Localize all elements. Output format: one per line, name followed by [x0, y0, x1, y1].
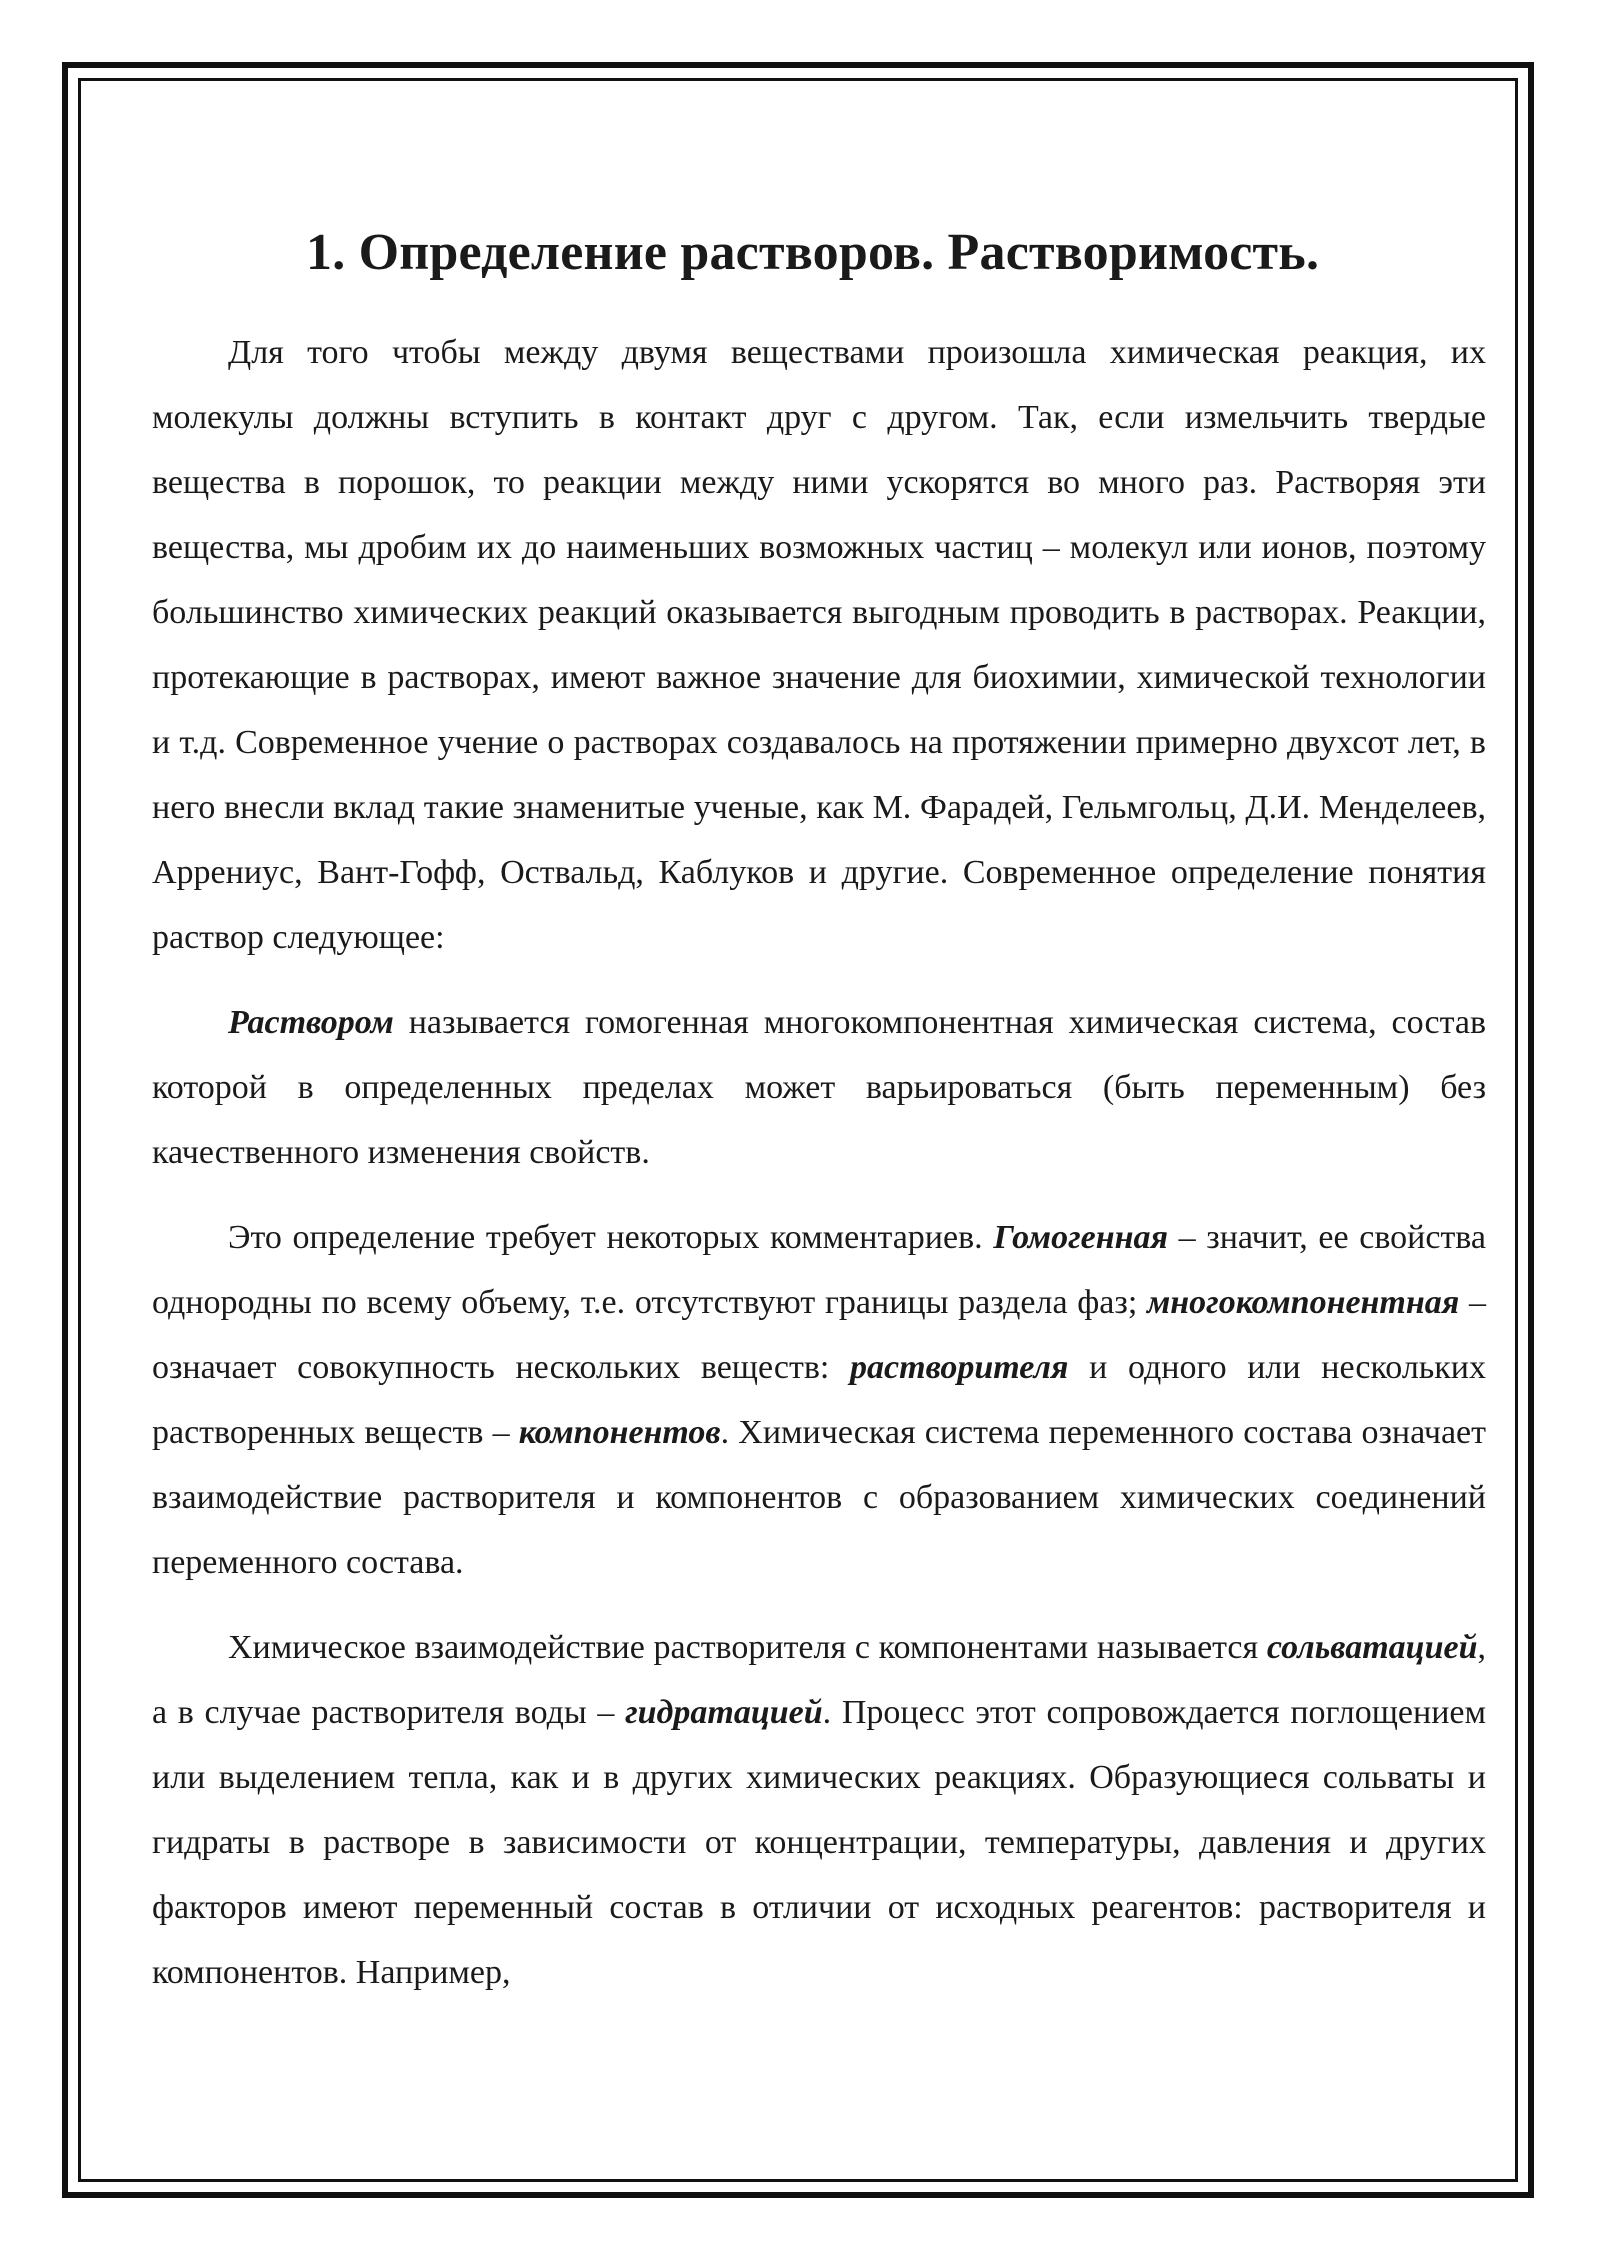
- term-gomogennaya: Гомогенная: [993, 1219, 1168, 1257]
- paragraph-comments: [152, 1205, 1486, 1595]
- term-gidratatsiey: гидратацией: [625, 1694, 823, 1732]
- paragraph-text: – значит, ее свойства однородны по всему объему, т.е. отсутствуют границы раздела фаз;: [152, 1219, 1486, 1322]
- paragraph-intro: Для того чтобы между двумя веществами произошла химическая реакция, их молекулы должны вступить в контакт друг с другом. Так, если измельчить твердые вещества в порошок, то реакции между ними ускорятся во много раз. Растворяя эти вещества, мы дробим их до наименьших возможных частиц – молекул или ионов, поэтому большинство химических реакций оказывается выгодным проводить в растворах. Реакции, протекающие в растворах, имеют важное значение для биохимии, химической технологии и т.д. Современное учение о растворах создавалось на протяжении примерно двухсот лет, в него внесли вклад такие знаменитые ученые, как М. Фарадей, Гельмгольц, Д.И. Менделеев, Аррениус, Вант-Гофф, Оствальд, Каблуков и другие. Современное определение понятия раствор следующее:: [152, 334, 1486, 957]
- term-rastvorom: Раствором: [228, 1004, 394, 1042]
- paragraph-definition: [152, 990, 1486, 1185]
- paragraph-text: называется гомогенная многокомпонентная химическая система, состав которой в определенных пределах может варьироваться (быть переменным) без качественного изменения свойств.: [152, 1004, 1486, 1172]
- paragraph-text: , а в случае растворителя воды –: [152, 1629, 1486, 1732]
- term-solvatatsiey: сольватацией: [1266, 1629, 1478, 1667]
- paragraph-text: Химическое взаимодействие растворителя с компонентами называется: [228, 1629, 1267, 1667]
- page-title: 1. Определение растворов. Растворимость.: [306, 224, 1320, 281]
- paragraph-text: . Химическая система переменного состава означает взаимодействие растворителя и компонентов с образованием химических соединений переменного состава.: [152, 1414, 1486, 1582]
- term-mnogokomponentnaya: многокомпонентная: [1147, 1284, 1460, 1322]
- paragraph-text: и одного или нескольких растворенных веществ –: [152, 1349, 1487, 1452]
- paragraph-text: – означает совокупность нескольких веществ:: [152, 1284, 1487, 1387]
- term-rastvoritelya: растворителя: [850, 1349, 1069, 1387]
- paragraph-solvation: [152, 1615, 1486, 2005]
- term-komponentov: компонентов: [518, 1414, 721, 1452]
- paragraph-text: . Процесс этот сопровождается поглощением или выделением тепла, как и в других химических реакциях. Образующиеся сольваты и гидраты в растворе в зависимости от концентрации, температуры, давления и других факторов имеют переменный состав в отличии от исходных реагентов: растворителя и компонентов. Например,: [152, 1694, 1486, 1992]
- paragraph-text: Это определение требует некоторых комментариев.: [228, 1219, 994, 1257]
- document-body: [152, 222, 1486, 2025]
